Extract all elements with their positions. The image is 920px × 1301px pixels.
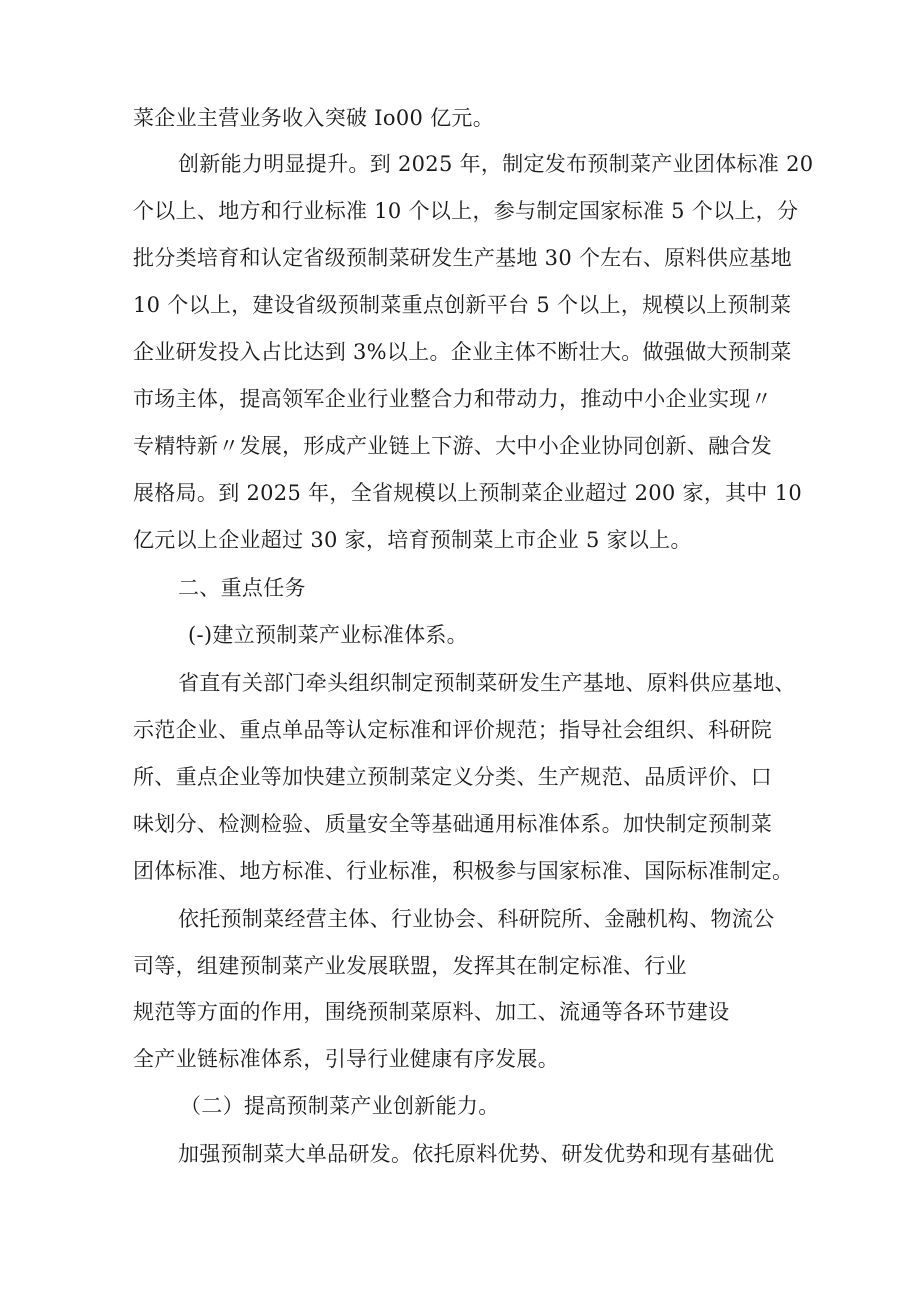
subsection-heading: （二）提高预制菜产业创新能力。: [180, 1094, 500, 1118]
paragraph-line: 规范等方面的作用，围绕预制菜原料、加工、流通等各环节建设: [133, 1000, 730, 1024]
paragraph-line: 个以上、地方和行业标准 10 个以上，参与制定国家标准 5 个以上，分: [133, 199, 799, 223]
paragraph-line: 展格局。到 2025 年，全省规模以上预制菜企业超过 200 家，其中 10: [133, 481, 803, 505]
section-heading: 二、重点任务: [178, 576, 306, 600]
paragraph-line: 省直有关部门牵头组织制定预制菜研发生产基地、原料供应基地、: [178, 671, 796, 695]
paragraph-line: 市场主体，提高领军企业行业整合力和带动力，推动中小企业实现〃: [133, 387, 772, 411]
paragraph-line: 所、重点企业等加快建立预制菜定义分类、生产规范、品质评价、口: [133, 765, 772, 789]
subsection-heading: (-)建立预制菜产业标准体系。: [188, 623, 468, 647]
paragraph-line: 团体标准、地方标准、行业标准，积极参与国家标准、国际标准制定。: [133, 859, 794, 883]
paragraph-line: 企业研发投入占比达到 3%以上。企业主体不断壮大。做强做大预制菜: [133, 340, 792, 364]
paragraph-line: 10 个以上，建设省级预制菜重点创新平台 5 个以上，规模以上预制菜: [133, 293, 792, 317]
paragraph-line: 菜企业主营业务收入突破 Io00 亿元。: [133, 106, 495, 130]
paragraph-line: 示范企业、重点单品等认定标准和评价规范；指导社会组织、科研院: [133, 718, 772, 742]
paragraph-line: 依托预制菜经营主体、行业协会、科研院所、金融机构、物流公: [178, 907, 775, 931]
paragraph-line: 批分类培育和认定省级预制菜研发生产基地 30 个左右、原料供应基地: [133, 246, 792, 270]
paragraph-line: 创新能力明显提升。到 2025 年，制定发布预制菜产业团体标准 20: [178, 152, 814, 176]
paragraph-line: 亿元以上企业超过 30 家，培育预制菜上市企业 5 家以上。: [133, 528, 692, 552]
paragraph-line: 专精特新〃发展，形成产业链上下游、大中小企业协同创新、融合发: [133, 434, 772, 458]
paragraph-line: 司等，组建预制菜产业发展联盟，发挥其在制定标准、行业: [133, 954, 687, 978]
paragraph-line: 味划分、检测检验、质量安全等基础通用标准体系。加快制定预制菜: [133, 812, 772, 836]
paragraph-line: 加强预制菜大单品研发。依托原料优势、研发优势和现有基础优: [178, 1142, 775, 1166]
paragraph-line: 全产业链标准体系，引导行业健康有序发展。: [133, 1047, 559, 1071]
